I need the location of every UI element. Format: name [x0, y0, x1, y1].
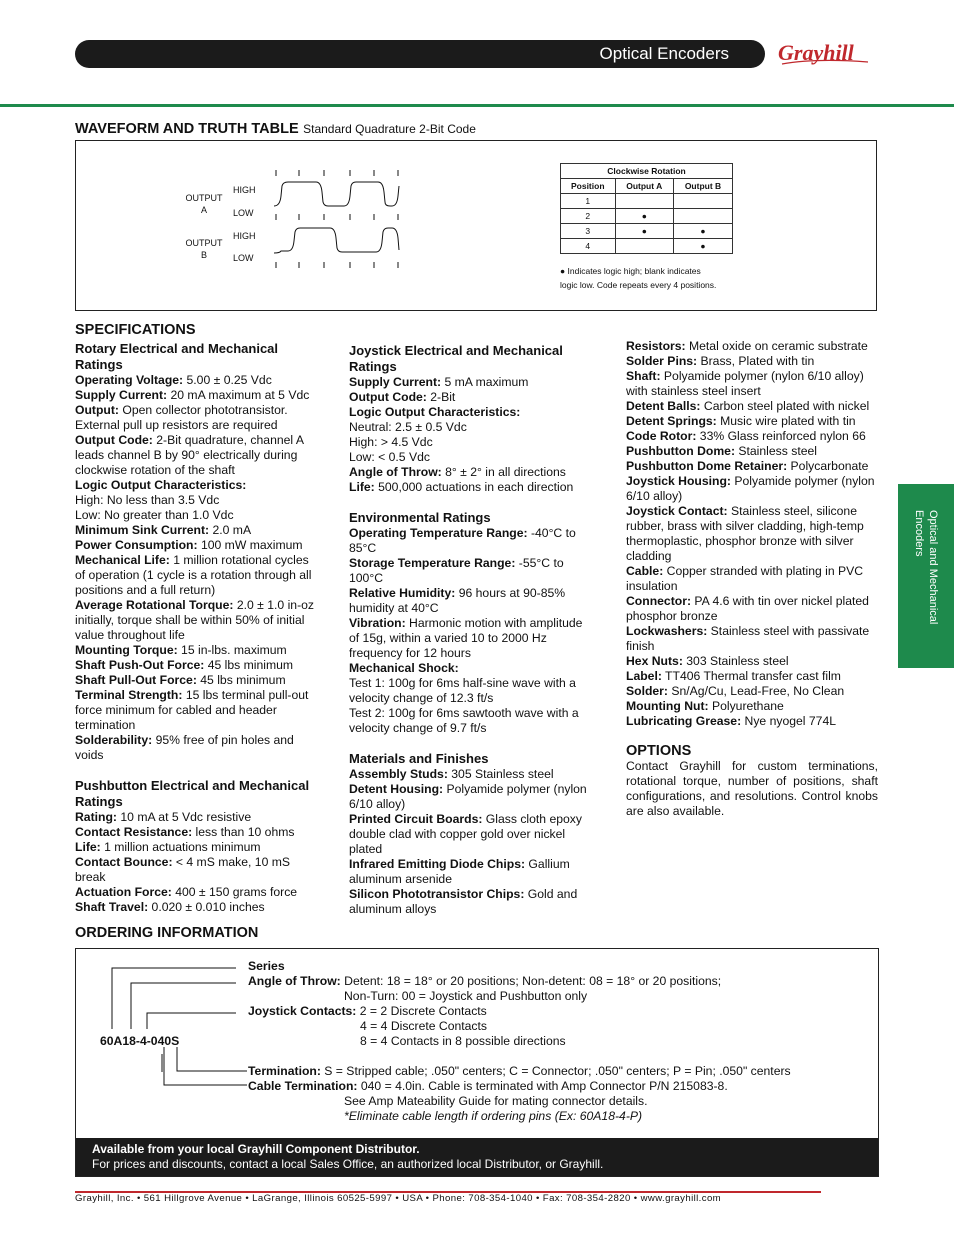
spec-label: Vibration: — [349, 616, 406, 630]
cable-line1: 040 = 4.0in. Cable is terminated with Amp Connector P/N 215083-8. — [357, 1079, 728, 1093]
ordering-heading: ORDERING INFORMATION — [75, 925, 259, 941]
spec-value: < 4 mS make, 10 mS break — [75, 855, 291, 884]
options-text: Contact Grayhill for custom terminations, rotational torque, number of positions, shaft configurations, and resolutions. Control knobs are also available. — [626, 759, 878, 818]
rotary-spec-list — [75, 373, 322, 763]
spec-label: Actuation Force: — [75, 885, 172, 899]
spec-value: 10 mA at 5 Vdc resistive — [116, 810, 252, 824]
options-heading: OPTIONS — [626, 743, 692, 759]
spec-line — [349, 390, 593, 405]
spec-line — [75, 688, 322, 733]
spec-line — [349, 375, 593, 390]
waveform-heading-text: WAVEFORM AND TRUTH TABLE — [75, 121, 299, 137]
spec-label: Shaft Push-Out Force: — [75, 658, 205, 672]
spec-line — [349, 556, 593, 586]
spec-value: 8° ± 2° in all directions — [441, 465, 566, 479]
output-a-wave — [274, 182, 399, 206]
spec-label: Terminal Strength: — [75, 688, 183, 702]
spec-label: Angle of Throw: — [349, 465, 442, 479]
spec-label: Average Rotational Torque: — [75, 598, 234, 612]
output-a-cell — [615, 194, 673, 209]
svg-text:Grayhill: Grayhill — [778, 40, 854, 65]
ordering-leader-lines-lower — [161, 1047, 251, 1087]
spec-label: Storage Temperature Range: — [349, 556, 516, 570]
spec-label: Solderability: — [75, 733, 153, 747]
low-label-a: LOW — [233, 208, 254, 218]
joystick-spec-list — [349, 375, 593, 495]
spec-value: -40°C to 85°C — [349, 526, 576, 555]
output-b-label — [176, 237, 232, 261]
spec-line — [626, 594, 878, 624]
spec-label: Lubricating Grease: — [626, 714, 742, 728]
spec-label: Relative Humidity: — [349, 586, 456, 600]
spec-line — [349, 450, 593, 465]
table-row — [561, 239, 733, 254]
spec-label: Cable: — [626, 564, 664, 578]
materials-spec-list — [349, 767, 593, 917]
spec-label: Output Code: — [349, 390, 427, 404]
spec-line — [626, 654, 878, 669]
output-b-wave — [274, 228, 399, 253]
spec-line — [626, 369, 878, 399]
spec-value: Gallium aluminum arsenide — [349, 857, 570, 886]
availability-line1: Available from your local Grayhill Component Distributor. — [92, 1142, 420, 1156]
specifications-heading: SPECIFICATIONS — [75, 322, 196, 338]
spec-label: Solder Pins: — [626, 354, 698, 368]
output-a-cell: ● — [615, 209, 673, 224]
output-a-cell: ● — [615, 224, 673, 239]
side-tab-label: Optical and Mechanical Encoders — [913, 510, 939, 625]
cable-line2: See Amp Mateability Guide for mating connector details. — [344, 1094, 648, 1108]
spec-value: Gold and aluminum alloys — [349, 887, 578, 916]
spec-line — [626, 444, 878, 459]
truth-table-header: Output A — [615, 179, 673, 194]
spec-label: Operating Temperature Range: — [349, 526, 528, 540]
specs-column-1 — [75, 341, 322, 915]
high-label-b: HIGH — [233, 231, 256, 241]
spec-line — [349, 420, 593, 435]
spec-line — [626, 429, 878, 444]
cable-termination — [248, 1079, 728, 1094]
spec-label: Shaft Travel: — [75, 900, 149, 914]
contacts-line2: 4 = 4 Discrete Contacts — [360, 1019, 488, 1033]
spec-value: Sn/Ag/Cu, Lead-Free, No Clean — [667, 684, 845, 698]
contacts-label: Joystick Contacts: — [248, 1004, 357, 1018]
cable-termination-label: Cable Termination: — [248, 1079, 358, 1093]
series-label: Series — [248, 959, 285, 973]
spec-line — [626, 339, 878, 354]
spec-value: Harmonic motion with amplitude of 15g, within a varied 10 to 2000 Hz frequency for 12 hours — [349, 616, 583, 660]
spec-line — [75, 508, 322, 523]
position-cell: 4 — [561, 239, 616, 254]
spec-value: Copper stranded with plating in PVC insulation — [626, 564, 864, 593]
spec-value: 15 lbs terminal pull-out force minimum for cabled and header termination — [75, 688, 309, 732]
spec-line — [626, 714, 878, 729]
angle-of-throw — [248, 974, 721, 989]
spec-value: Metal oxide on ceramic substrate — [685, 339, 868, 353]
spec-value: 5 mA maximum — [441, 375, 529, 389]
output-a-label-line1: OUTPUT — [185, 193, 223, 203]
throw-line2: Non-Turn: 00 = Joystick and Pushbutton only — [344, 989, 588, 1003]
spec-line — [349, 887, 593, 917]
spec-label: Life: — [75, 840, 101, 854]
spec-line — [349, 857, 593, 887]
spec-label: Mechanical Shock: — [349, 661, 459, 675]
spec-value: Polyurethane — [708, 699, 784, 713]
output-b-label-line1: OUTPUT — [185, 238, 223, 248]
spec-label: Life: — [349, 480, 375, 494]
spec-label: Output: — [75, 403, 119, 417]
spec-line — [349, 405, 593, 420]
materials-heading: Materials and Finishes — [349, 751, 489, 766]
pushbutton-heading: Pushbutton Electrical and Mechanical Ratings — [75, 778, 310, 809]
spec-label: Minimum Sink Current: — [75, 523, 210, 537]
truth-table-title: Clockwise Rotation — [561, 164, 733, 179]
spec-line — [626, 669, 878, 684]
spec-value: High: No less than 3.5 Vdc — [75, 493, 220, 507]
spec-line — [349, 661, 593, 676]
position-cell: 1 — [561, 194, 616, 209]
termination-line1: S = Stripped cable; .050" centers; C = Connector; .050" centers; P = Pin; .050" centers — [320, 1064, 791, 1078]
contacts-line1: 2 = 2 Discrete Contacts — [356, 1004, 487, 1018]
spec-line — [349, 465, 593, 480]
spec-value: 20 mA maximum at 5 Vdc — [167, 388, 310, 402]
spec-line — [75, 658, 322, 673]
spec-value: Test 2: 100g for 6ms sawtooth wave with a velocity change of 9.7 ft/s — [349, 706, 579, 735]
spec-value: 33% Glass reinforced nylon 66 — [696, 429, 866, 443]
spec-value: 2.0 ± 1.0 in-oz initially, torque shall be within 50% of initial value throughout life — [75, 598, 315, 642]
spec-value: Polyamide polymer (nylon 6/10 alloy) with stainless steel insert — [626, 369, 864, 398]
truth-table — [560, 163, 733, 254]
truth-table-note — [560, 264, 716, 292]
spec-line — [349, 586, 593, 616]
joystick-heading: Joystick Electrical and Mechanical Ratings — [349, 343, 563, 374]
spec-value: High: > 4.5 Vdc — [349, 435, 433, 449]
spec-value: Brass, Plated with tin — [697, 354, 815, 368]
spec-line — [626, 399, 878, 414]
side-tab[interactable] — [898, 484, 954, 668]
spec-label: Mounting Nut: — [626, 699, 709, 713]
spec-value: 15 in-lbs. maximum — [177, 643, 287, 657]
contacts-line3: 8 = 4 Contacts in 8 possible directions — [360, 1034, 566, 1048]
environmental-spec-list — [349, 526, 593, 736]
spec-value: Low: < 0.5 Vdc — [349, 450, 430, 464]
spec-value: 305 Stainless steel — [447, 767, 554, 781]
truth-table-note-line2: logic low. Code repeats every 4 positions. — [560, 280, 717, 290]
spec-line — [75, 523, 322, 538]
pushbutton-spec-list — [75, 810, 322, 915]
header-bar — [75, 40, 765, 68]
spec-value: 5.00 ± 0.25 Vdc — [183, 373, 272, 387]
spec-line — [626, 414, 878, 429]
output-b-cell: ● — [674, 224, 733, 239]
spec-label: Assembly Studs: — [349, 767, 448, 781]
spec-label: Contact Bounce: — [75, 855, 173, 869]
position-cell: 3 — [561, 224, 616, 239]
spec-line — [349, 706, 593, 736]
low-label-b: LOW — [233, 253, 254, 263]
truth-table-header: Output B — [674, 179, 733, 194]
output-b-cell: ● — [674, 239, 733, 254]
spec-line — [75, 538, 322, 553]
spec-label: Label: — [626, 669, 662, 683]
spec-value: Polyamide polymer (nylon 6/10 alloy) — [626, 474, 875, 503]
spec-line — [626, 474, 878, 504]
environmental-heading: Environmental Ratings — [349, 510, 491, 525]
waveform-box — [75, 140, 877, 311]
spec-line — [75, 900, 322, 915]
spec-value: TT406 Thermal transfer cast film — [661, 669, 841, 683]
spec-label: Pushbutton Dome: — [626, 444, 735, 458]
spec-value: PA 4.6 with tin over nickel plated phosphor bronze — [626, 594, 869, 623]
throw-line1: Detent: 18 = 18° or 20 positions; Non-detent: 08 = 18° or 20 positions; — [340, 974, 722, 988]
spec-line — [626, 684, 878, 699]
spec-line — [349, 480, 593, 495]
spec-value: 303 Stainless steel — [682, 654, 789, 668]
table-row — [561, 194, 733, 209]
spec-line — [75, 433, 322, 478]
spec-value: 2-Bit — [426, 390, 456, 404]
spec-value: 1 million rotational cycles of operation (1 cycle is a rotation through all positions and a full return) — [75, 553, 312, 597]
spec-line — [75, 733, 322, 763]
spec-label: Joystick Housing: — [626, 474, 731, 488]
spec-label: Connector: — [626, 594, 691, 608]
spec-value: Stainless steel, silicone rubber, brass with silver cladding, high-temp thermoplastic, phosphor bronze with silver cladding — [626, 504, 864, 563]
spec-line — [75, 855, 322, 885]
spec-value: 0.020 ± 0.010 inches — [148, 900, 265, 914]
spec-line — [349, 435, 593, 450]
materials-continued-list — [626, 339, 878, 729]
table-row — [561, 224, 733, 239]
spec-label: Output Code: — [75, 433, 153, 447]
spec-value: 45 lbs minimum — [196, 673, 286, 687]
rotary-heading: Rotary Electrical and Mechanical Ratings — [75, 341, 279, 372]
spec-label: Rating: — [75, 810, 117, 824]
spec-line — [349, 676, 593, 706]
spec-line — [75, 553, 322, 598]
spec-value: 2.0 mA — [209, 523, 252, 537]
spec-line — [75, 598, 322, 643]
specs-column-3 — [626, 339, 878, 819]
spec-line — [75, 810, 322, 825]
waveform-subheading: Standard Quadrature 2-Bit Code — [303, 122, 476, 136]
spec-line — [626, 699, 878, 714]
spec-value: 45 lbs minimum — [204, 658, 294, 672]
spec-line — [75, 493, 322, 508]
waveform-diagram — [266, 166, 426, 276]
spec-line — [75, 840, 322, 855]
spec-label: Lockwashers: — [626, 624, 708, 638]
specs-column-2 — [349, 343, 593, 917]
spec-value: Open collector phototransistor. External pull up resistors are required — [75, 403, 288, 432]
spec-value: Low: No greater than 1.0 Vdc — [75, 508, 234, 522]
spec-value: 2-Bit quadrature, channel A leads channel B by 90° electrically during clockwise rotation of the shaft — [75, 433, 304, 477]
spec-value: Polycarbonate — [787, 459, 869, 473]
spec-label: Detent Housing: — [349, 782, 444, 796]
spec-line — [626, 624, 878, 654]
grayhill-logo — [776, 36, 872, 75]
joystick-contacts — [248, 1004, 487, 1019]
availability-line2: For prices and discounts, contact a local Sales Office, an authorized local Distributor, or Grayhill. — [92, 1157, 604, 1171]
availability-bar — [76, 1138, 878, 1176]
spec-label: Printed Circuit Boards: — [349, 812, 483, 826]
spec-value: less than 10 ohms — [192, 825, 295, 839]
spec-line — [75, 643, 322, 658]
spec-line — [75, 388, 322, 403]
spec-value: Stainless steel with passivate finish — [626, 624, 870, 653]
spec-label: Supply Current: — [349, 375, 442, 389]
spec-label: Solder: — [626, 684, 668, 698]
output-b-label-line2: B — [200, 250, 207, 260]
spec-label: Contact Resistance: — [75, 825, 193, 839]
spec-value: 96 hours at 90-85% humidity at 40°C — [349, 586, 566, 615]
spec-label: Mounting Torque: — [75, 643, 178, 657]
spec-line — [349, 782, 593, 812]
spec-line — [349, 767, 593, 782]
spec-value: 100 mW maximum — [197, 538, 303, 552]
waveform-heading — [75, 120, 476, 138]
spec-line — [349, 812, 593, 857]
spec-value: Nye nyogel 774L — [741, 714, 836, 728]
spec-value: 1 million actuations minimum — [100, 840, 261, 854]
spec-line — [349, 526, 593, 556]
spec-line — [75, 478, 322, 493]
output-a-label — [176, 192, 232, 216]
spec-value: Polyamide polymer (nylon 6/10 alloy) — [349, 782, 587, 811]
spec-line — [626, 504, 878, 564]
spec-value: Music wire plated with tin — [716, 414, 856, 428]
spec-label: Shaft Pull-Out Force: — [75, 673, 197, 687]
footer-contact: Grayhill, Inc. • 561 Hillgrove Avenue • LaGrange, Illinois 60525-5997 • USA • Phone: 708-354-1040 • Fax: 708-354-2820 • www.grayhill.com — [75, 1193, 722, 1204]
output-b-cell — [674, 194, 733, 209]
header-rule — [0, 104, 954, 107]
spec-label: Detent Springs: — [626, 414, 717, 428]
spec-label: Detent Balls: — [626, 399, 701, 413]
spec-line — [75, 403, 322, 433]
spec-label: Infrared Emitting Diode Chips: — [349, 857, 526, 871]
spec-line — [75, 673, 322, 688]
spec-label: Logic Output Characteristics: — [349, 405, 521, 419]
spec-value: Stainless steel — [735, 444, 817, 458]
throw-label: Angle of Throw: — [248, 974, 341, 988]
output-a-cell — [615, 239, 673, 254]
spec-line — [626, 354, 878, 369]
spec-label: Logic Output Characteristics: — [75, 478, 247, 492]
spec-label: Hex Nuts: — [626, 654, 683, 668]
spec-label: Shaft: — [626, 369, 661, 383]
truth-table-header: Position — [561, 179, 616, 194]
spec-line — [75, 885, 322, 900]
spec-label: Pushbutton Dome Retainer: — [626, 459, 788, 473]
table-row — [561, 209, 733, 224]
spec-label: Mechanical Life: — [75, 553, 170, 567]
spec-label: Resistors: — [626, 339, 686, 353]
spec-line — [349, 616, 593, 661]
spec-line — [75, 373, 322, 388]
spec-label: Operating Voltage: — [75, 373, 184, 387]
high-label-a: HIGH — [233, 185, 256, 195]
spec-value: Test 1: 100g for 6ms half-sine wave with a velocity change of 12.3 ft/s — [349, 676, 576, 705]
spec-line — [626, 459, 878, 474]
cable-line3: *Eliminate cable length if ordering pins (Ex: 60A18-4-P) — [344, 1109, 643, 1123]
termination — [248, 1064, 791, 1079]
spec-label: Supply Current: — [75, 388, 168, 402]
logic-high-dot-icon: ● — [560, 266, 566, 276]
output-a-label-line2: A — [200, 205, 207, 215]
spec-label: Power Consumption: — [75, 538, 198, 552]
spec-label: Joystick Contact: — [626, 504, 728, 518]
tick-marks — [276, 170, 398, 268]
termination-label: Termination: — [248, 1064, 321, 1078]
output-b-cell — [674, 209, 733, 224]
spec-line — [75, 825, 322, 840]
spec-label: Silicon Phototransistor Chips: — [349, 887, 525, 901]
spec-value: 500,000 actuations in each direction — [374, 480, 574, 494]
spec-label: Code Rotor: — [626, 429, 697, 443]
part-number: 60A18-4-040S — [100, 1034, 180, 1048]
spec-value: Neutral: 2.5 ± 0.5 Vdc — [349, 420, 467, 434]
spec-value: 400 ± 150 grams force — [171, 885, 298, 899]
position-cell: 2 — [561, 209, 616, 224]
page-title: Optical Encoders — [599, 44, 729, 63]
spec-value: Carbon steel plated with nickel — [700, 399, 870, 413]
spec-value: -55°C to 100°C — [349, 556, 564, 585]
spec-value: Glass cloth epoxy double clad with copper gold over nickel plated — [349, 812, 582, 856]
spec-value: 95% free of pin holes and voids — [75, 733, 294, 762]
truth-table-note-line1: Indicates logic high; blank indicates — [567, 266, 701, 276]
spec-line — [626, 564, 878, 594]
